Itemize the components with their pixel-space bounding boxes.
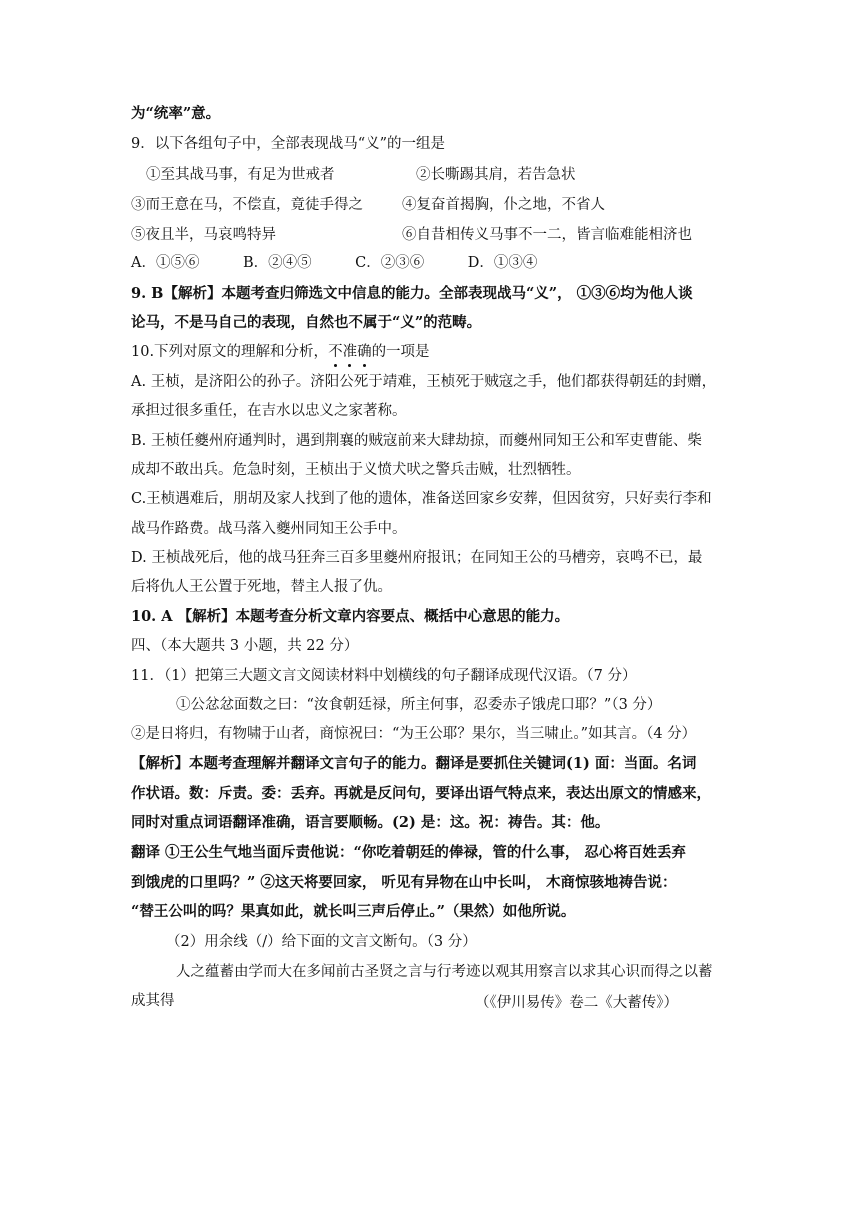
section-heading: 四、（本大题共 3 小题，共 22 分） [131,638,359,654]
text-line: 为“统率”意。 [131,105,221,122]
question-10 [131,342,430,362]
option-b-cont: 成却不敢出兵。危急时刻，王桢出于义愤犬吠之警兵击贼，壮烈牺牲。 [131,462,581,478]
passage: 人之蕴蓄由学而大在多闻前古圣贤之言与行考迹以观其用察言以求其心识而得之以蓄 [176,964,713,980]
option-5: ⑤夜且半，马哀鸣特异 [131,227,276,243]
answer-9: 9. B【解析】本题考查归筛选文中信息的能力。全部表现战马“义”， ①③⑥均为他人谈 [131,285,693,302]
question-11: 11．（1）把第三大题文言文阅读材料中划横线的句子翻译成现代汉语。（7 分） [131,668,637,684]
translation: 翻译 ①王公生气地当面斥责他说：“你吃着朝廷的俸禄，管的什么事， 忍心将百姓丢弃 [131,844,686,861]
option-6: ⑥自昔相传义马事不一二，皆言临难能相济也 [402,227,692,243]
option-a: A. 王桢，是济阳公的孙子。济阳公死于靖难，王桢死于贼寇之手，他们都获得朝廷的封赠， [131,374,717,390]
answer-9-cont: 论马，不是马自己的表现，自然也不属于“义”的范畴。 [131,314,482,331]
option-3: ③而王意在马，不偿直，竟徒手得之 [131,197,363,213]
option-1: ①至其战马事，有足为世戒者 [146,167,335,183]
option-d: D. 王桢战死后，他的战马狂奔三百多里夔州府报讯；在同知王公的马槽旁，哀鸣不已，最 [131,550,703,566]
analysis-cont: 作状语。数：斥责。委：丢弃。再就是反问句，要译出语气特点来，表达出原文的情感来， [131,785,711,802]
option-4: ④复奋首揭胸，仆之地，不省人 [402,197,605,213]
translation-cont: 到饿虎的口里吗？” ②这天将要回家， 听见有异物在山中长叫， 木商惊骇地祷告说： [131,874,677,891]
translation-cont: “替王公叫的吗？果真如此，就长叫三声后停止。”（果然）如他所说。 [131,903,576,920]
analysis: 【解析】本题考查理解并翻译文言句子的能力。翻译是要抓住关键词(1) 面：当面。名词 [131,755,697,772]
emphasis-char: 不 [328,344,343,360]
sentence-1: ①公忿忿面数之曰：“汝食朝廷禄，所主何事，忍委赤子饿虎口耶？”（3 分） [176,697,662,713]
analysis-cont: 同时对重点词语翻译准确，语言要顺畅。(2) 是：这。祝：祷告。其：他。 [131,814,610,831]
option-b: B. 王桢任夔州府通判时，遇到荆襄的贼寇前来大肆劫掠，而夔州同知王公和军吏曹能、柴 [131,433,702,449]
answer-10: 10. A 【解析】本题考查分析文章内容要点、概括中心意思的能力。 [131,608,570,625]
sentence-2: ②是日将归，有物啸于山者，商惊祝曰：“为王公耶？果尔，当三啸止。”如其言。（4 分） [131,726,697,742]
passage-source: （《伊川易传》卷二《大蓄传》） [475,995,678,1011]
question-11-2: （2）用余线（/）给下面的文言文断句。（3 分） [166,934,477,950]
option-2: ②长嘶踢其肩，若告急状 [416,167,576,183]
choices-row: A．①⑤⑥ B．②④⑤ C．②③⑥ D．①③④ [131,255,538,271]
option-c-cont: 战马作路费。战马落入夔州同知王公手中。 [131,521,407,537]
option-c: C.王桢遇难后，朋胡及家人找到了他的遗体，准备送回家乡安葬，但因贫穷，只好卖行李和 [131,491,712,507]
passage-cont: 成其得 [131,993,175,1009]
emphasis-char: 准 [342,344,358,360]
option-d-cont: 后将仇人王公置于死地，替主人报了仇。 [131,579,392,595]
emphasis-char: 确 [357,344,372,360]
option-a-cont: 承担过很多重任，在吉水以忠义之家著称。 [131,403,407,419]
question-10-prefix: 10.下列对原文的理解和分析， [131,344,329,360]
question-9: 9．以下各组句子中，全部表现战马“义”的一组是 [131,136,446,152]
question-10-suffix: 的一项是 [371,344,430,360]
